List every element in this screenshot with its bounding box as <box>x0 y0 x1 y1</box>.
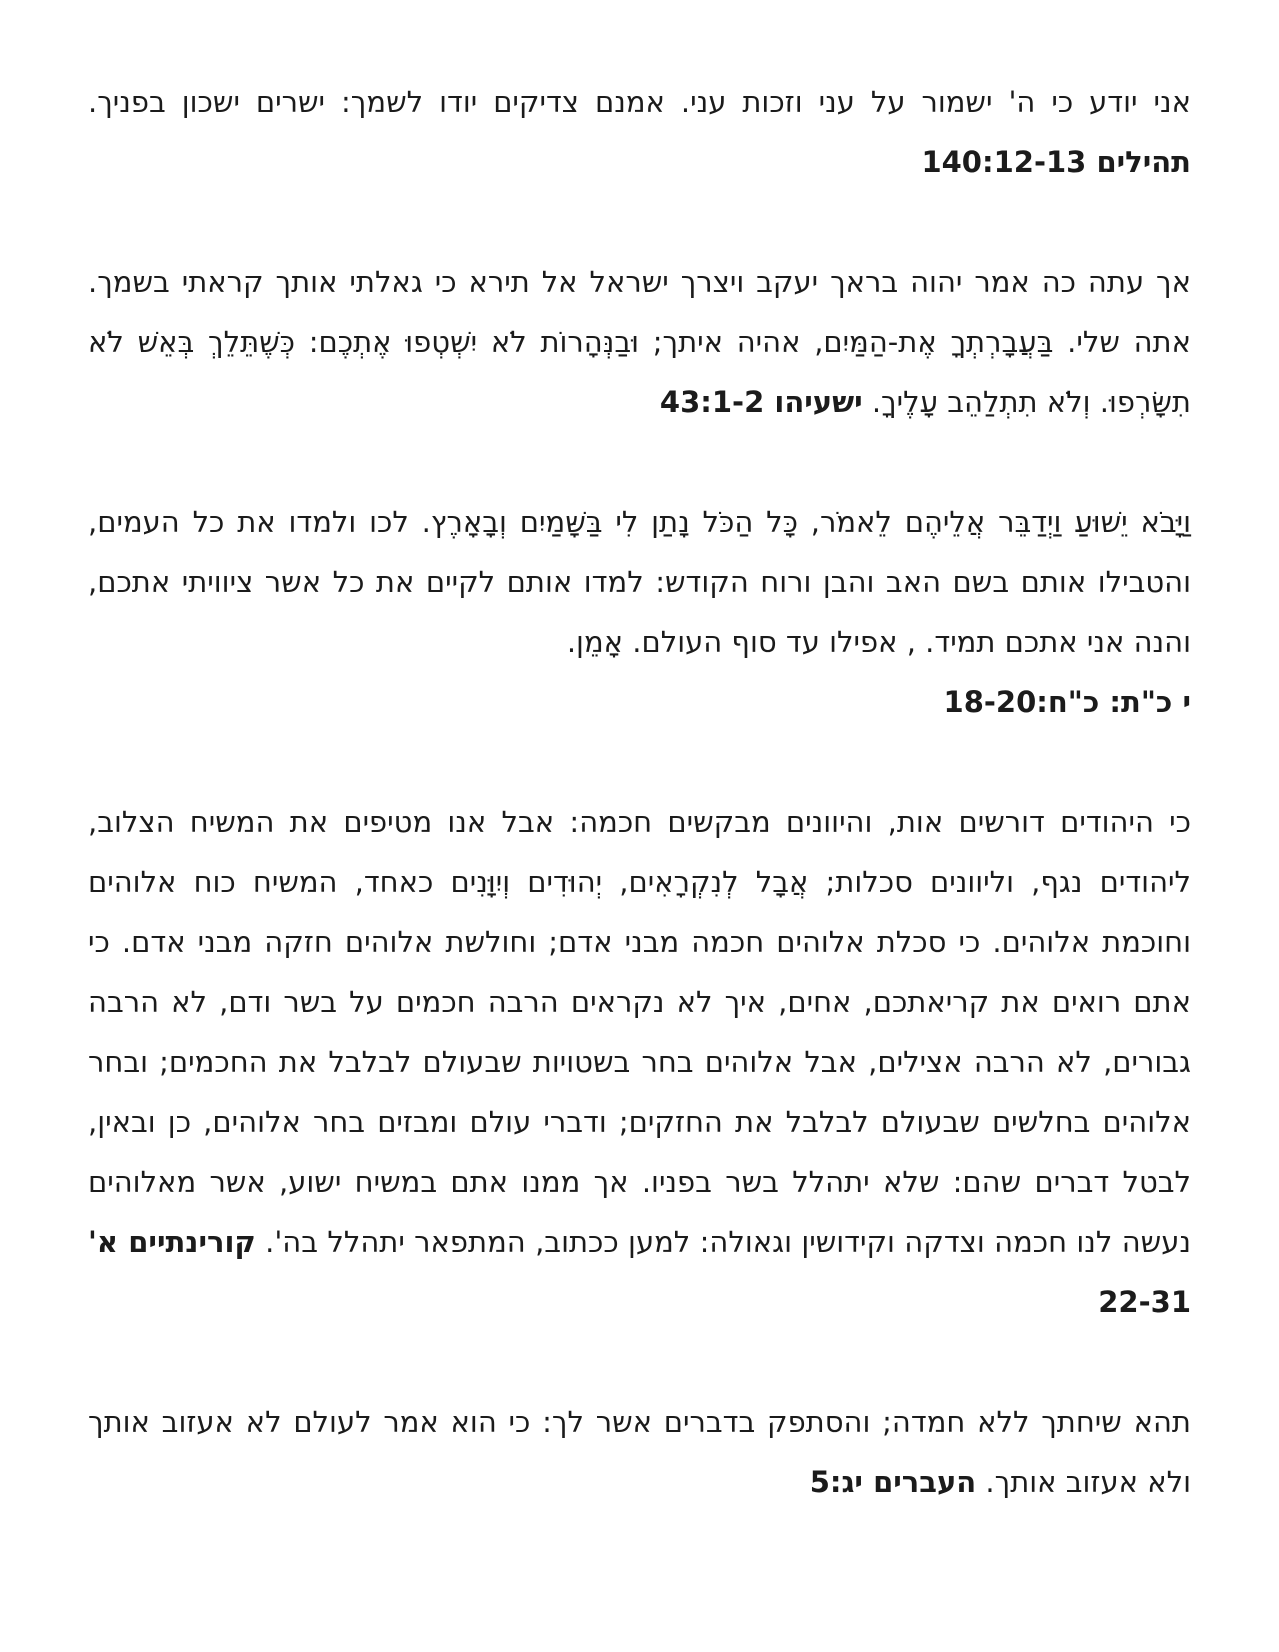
passage-psalms <box>88 72 1191 192</box>
passage-text: כי היהודים דורשים אות, והיוונים מבקשים חכמה: אבל אנו מטיפים את המשיח הצלוב, ליהודים נגף, וליוונים סכלות; אֲבָל לְנִקְרָאִים, יְהוּדִים וְיִוָּנִים כאחד, המשיח כוח אלוהים וחוכמת אלוהים. כי סכלת אלוהים חכמה מבני אדם; וחולשת אלוהים חזקה מבני אדם. כי אתם רואים את קריאתכם, אחים, איך לא נקראים הרבה חכמים על בשר ודם, לא הרבה גבורים, לא הרבה אצילים, אבל אלוהים בחר בשטויות שבעולם לבלבל את החכמים; ובחר אלוהים בחלשים שבעולם לבלבל את החזקים; ודברי עולם ומבזים בחר אלוהים, כן ובאין, לבטל דברים שהם: שלא יתהלל בשר בפניו. אך ממנו אתם במשיח ישוע, אשר מאלוהים נעשה לנו חכמה וצדקה וקידושין וגאולה: למען ככתוב, המתפאר יתהלל בה'. <box>88 805 1191 1259</box>
passage-isaiah <box>88 252 1191 432</box>
passage-matthew <box>88 492 1191 732</box>
passage-text: אני יודע כי ה' ישמור על עני וזכות עני. אמנם צדיקים יודו לשמך: ישרים ישכון בפניך. <box>88 85 1191 119</box>
passage-reference: קורינתיים א' 22-31 <box>88 1225 1191 1319</box>
passage-text: וַיָּבֹא יֵשׁוּעַ וַיְדַבֵּר אֲלֵיהֶם לֵאמֹר, כָּל הַכֹּל נָתַן לִי בַּשָּׁמַיִם וְבָאָרֶץ. לכו ולמדו את כל העמים, והטבילו אותם בשם האב והבן ורוח הקודש: למדו אותם לקיים את כל אשר ציוויתי אתכם, והנה אני אתכם תמיד. , אפילו עד סוף העולם. אָמֵן. <box>88 505 1191 659</box>
passage-reference: תהילים 140:12-13 <box>921 145 1191 179</box>
passage-hebrews <box>88 1392 1191 1512</box>
passage-reference: העברים יג:5 <box>809 1465 977 1499</box>
passage-reference: י כ"ת: כ"ח:18-20 <box>943 685 1191 719</box>
passage-text: תהא שיחתך ללא חמדה; והסתפק בדברים אשר לך: כי הוא אמר לעולם לא אעזוב אותך ולא אעזוב אותך. <box>88 1405 1191 1499</box>
passage-text: אך עתה כה אמר יהוה בראך יעקב ויצרך ישראל אל תירא כי גאלתי אותך קראתי בשמך. אתה שלי. בַּעֲבָרְתְךָ אֶת-הַמַּיִם, אהיה איתך; וּבַנְּהָרוֹת לֹא יִשְׁטְפוּ אֶתְכֶם: כְּשֶׁתֵּלֵךְ בְּאֵשׁ לֹא תִשָּׂרְפוּ. וְלֹא תִתְלַהֵב עָלֶיךָ. <box>88 265 1191 419</box>
passage-reference: ישעיהו 43:1-2 <box>659 385 863 419</box>
document-page <box>88 72 1191 1572</box>
passage-corinthians <box>88 792 1191 1332</box>
